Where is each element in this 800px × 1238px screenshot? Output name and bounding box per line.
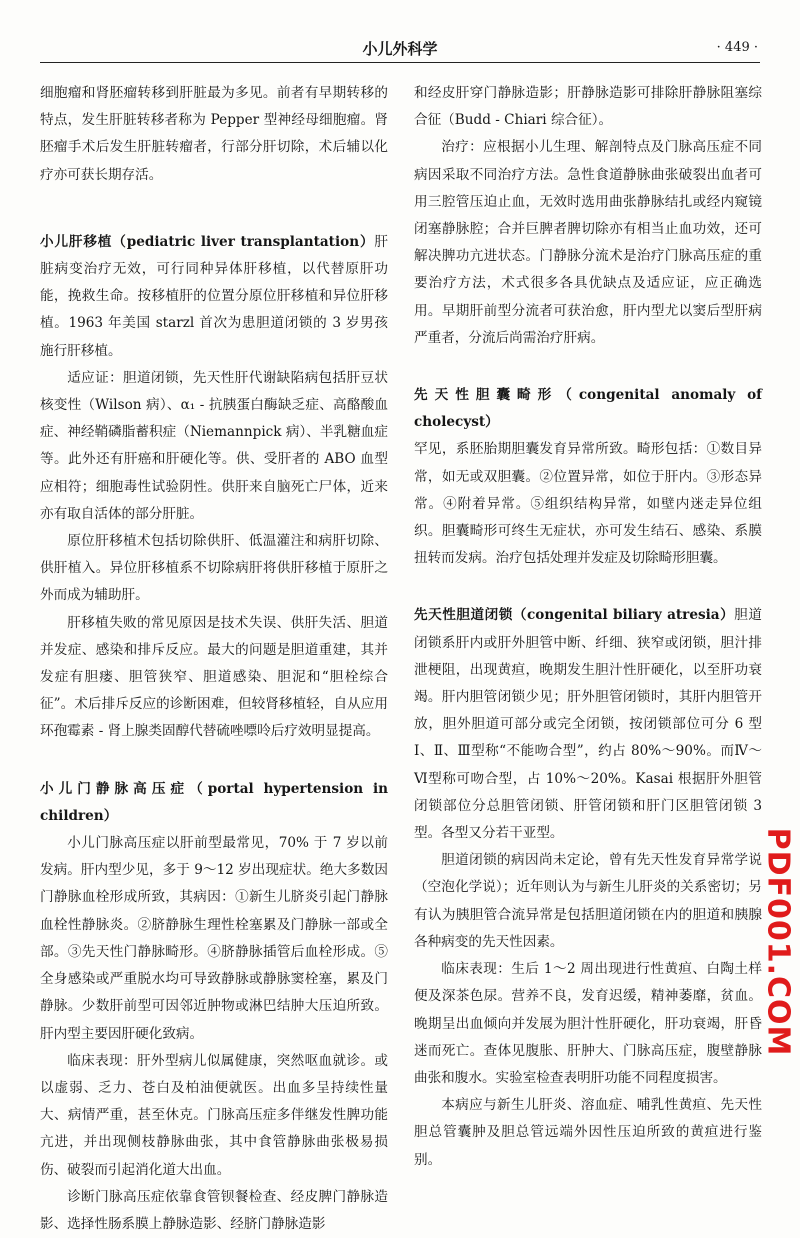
section-heading: 小儿肝移植（pediatric liver transplantation） [40,233,375,250]
paragraph-intro: 细胞瘤和肾胚瘤转移到肝脏最为多见。前者有早期转移的特点，发生肝脏转移者称为 Pepper 型神经母细胞瘤。肾胚瘤手术后发生肝脏转瘤者，行部分肝切除，术后辅以化疗亦可获长期存活。 [40,85,388,183]
paragraph-portal-diagnosis: 诊断门脉高压症依靠食管钡餐检查、经皮脾门静脉造影、选择性肠系膜上静脉造影、经脐门静脉造影 [40,1188,388,1232]
paragraph-technique: 原位肝移植术包括切除供肝、低温灌注和病肝切除、供肝植入。异位肝移植系不切除病肝将供肝移植于原肝之外而成为辅助肝。 [40,533,388,604]
page-number: · 449 · [716,40,758,55]
paragraph-differential: 本病应与新生儿肝炎、溶血症、哺乳性黄疸、先天性胆总管囊肿及胆总管远端外因性压迫所致的黄疸进行鉴别。 [414,1097,762,1168]
left-column [40,80,388,1238]
section-heading: 先天性胆道闭锁（congenital biliary atresia） [414,607,735,624]
paragraph-diagnosis-continued: 和经皮肝穿门静脉造影；肝静脉造影可排除肝静脉阻塞综合征（Budd - Chiari 综合征）。 [414,85,762,129]
paragraph-treatment: 治疗：应根据小儿生理、解剖特点及门脉高压症不同病因采取不同治疗方法。急性食道静脉曲张破裂出血者可用三腔管压迫止血，无效时选用曲张静脉结扎或经内窥镜闭塞静脉腔；合并巨脾者脾切除亦有相当止血功效，还可解决脾功亢进状态。门静脉分流术是治疗门脉高压症的重要治疗方法，术式很多各具优缺点及适应证，应正确选用。早期肝前型分流者可获治愈，肝内型尤以窦后型肝病严重者，分流后尚需治疗肝病。 [414,139,762,346]
section-heading: 先天性胆囊畸形（congenital anomaly of cholecyst） [414,387,762,431]
paragraph-portal-clinical: 临床表现：肝外型病儿似属健康，突然呕血就诊。或以虚弱、乏力、苍白及柏油便就医。出血多呈持续性量大、病情严重，甚至休克。门脉高压症多伴继发性脾功能亢进，并出现侧枝静脉曲张，其中食管静脉曲张极易损伤、破裂而引起消化道大出血。 [40,1052,388,1178]
section-biliary-atresia [414,602,762,847]
watermark [760,812,796,1072]
section-liver-transplant [40,229,388,365]
right-column [414,80,762,1174]
section-gap [40,189,388,229]
paragraph-portal-lead: 小儿门脉高压症以肝前型最常见，70% 于 7 岁以前发病。肝内型少见，多于 9～12 岁出现症状。绝大多数因门静脉血栓形成所致，其病因：①新生儿脐炎引起门静脉血栓性静脉炎。②脐静脉生理性栓塞累及门静脉一部或全部。③先天性门静脉畸形。④脐静脉插管后血栓形成。⑤全身感染或严重脱水均可导致静脉或静脉窦栓塞，累及门静脉。少数肝前型可因邻近肿物或淋巴结肿大压迫所致。肝内型主要因肝硬化致病。 [40,835,388,1042]
section-gap [414,352,762,382]
paragraph-gallbladder: 罕见，系胚胎期胆囊发育异常所致。畸形包括：①数目异常，如无或双胆囊。②位置异常，如位于肝内。③形态异常。④附着异常。⑤组织结构异常，如壁内迷走异位组织。胆囊畸形可终生无症状，亦可发生结石、感染、系膜扭转而发病。治疗包括处理并发症及切除畸形胆囊。 [414,441,762,567]
section-lead-text: 胆道闭锁系肝内或肝外胆管中断、纤细、狭窄或闭锁，胆汁排泄梗阻，出现黄疸，晚期发生胆汁性肝硬化，以至肝功衰竭。肝内胆管闭锁少见；肝外胆管闭锁时，其肝内胆管开放，胆外胆道可部分或完全闭锁，按闭锁部位可分 6 型Ⅰ、Ⅱ、Ⅲ型称“不能吻合型”，约占 80%～90%。而Ⅳ～Ⅵ型称可吻合型，占 10%～20%。Kasai 根据肝外胆管闭锁部位分总胆管闭锁、肝管闭锁和肝门区胆管闭锁 3 型。各型又分若干亚型。 [414,607,763,842]
section-lead-text: 肝脏病变治疗无效，可行同种异体肝移植，以代替原肝功能，挽救生命。按移植肝的位置分原位肝移植和异位肝移植。1963 年美国 starzl 首次为患胆道闭锁的 3 岁男孩施行肝移植。 [40,233,388,359]
section-gap [414,572,762,602]
running-title: 小儿外科学 [362,40,438,58]
header-rule [40,62,760,63]
paragraph-etiology: 胆道闭锁的病因尚未定论，曾有先天性发育异常学说（空泡化学说）；近年则认为与新生儿肝炎的关系密切；另有认为胰胆管合流异常是包括胆道闭锁在内的胆道和胰腺各种病变的先天性因素。 [414,852,762,950]
paragraph-biliary-clinical: 临床表现：生后 1～2 周出现进行性黄疸、白陶土样便及深茶色尿。营养不良，发育迟缓，精神萎靡，贫血。晚期呈出血倾向并发展为胆汁性肝硬化，肝功衰竭，肝昏迷而死亡。查体见腹胀、肝肿大、门脉高压症，腹壁静脉曲张和腹水。实验室检查表明肝功能不同程度损害。 [414,961,762,1086]
paragraph-failure: 肝移植失败的常见原因是技术失误、供肝失活、胆道并发症、感染和排斥反应。最大的问题是胆道重建，其并发症有胆瘘、胆管狭窄、胆道感染、胆泥和“胆栓综合征”。术后排斥反应的诊断困难，但较肾移植轻，自从应用环孢霉素 - 肾上腺类固醇代替硫唑嘌呤后疗效明显提高。 [40,614,388,740]
watermark-text: PDF001.COM [760,827,796,1057]
page-header [40,38,760,62]
paragraph-indications: 适应证：胆道闭锁，先天性肝代谢缺陷病包括肝豆状核变性（Wilson 病）、α₁ - 抗胰蛋白酶缺乏症、高酪酸血症、神经鞘磷脂蓄积症（Niemannpick 病）、半乳糖血症等。此外还有肝癌和肝硬化等。供、受肝者的 ABO 血型应相符；细胞毒性试验阴性。供肝来自脑死亡尸体，近来亦有取自活体的部分肝脏。 [40,369,388,522]
section-gap [40,746,388,776]
section-heading: 小儿门静脉高压症（portal hypertension in children） [40,780,388,824]
